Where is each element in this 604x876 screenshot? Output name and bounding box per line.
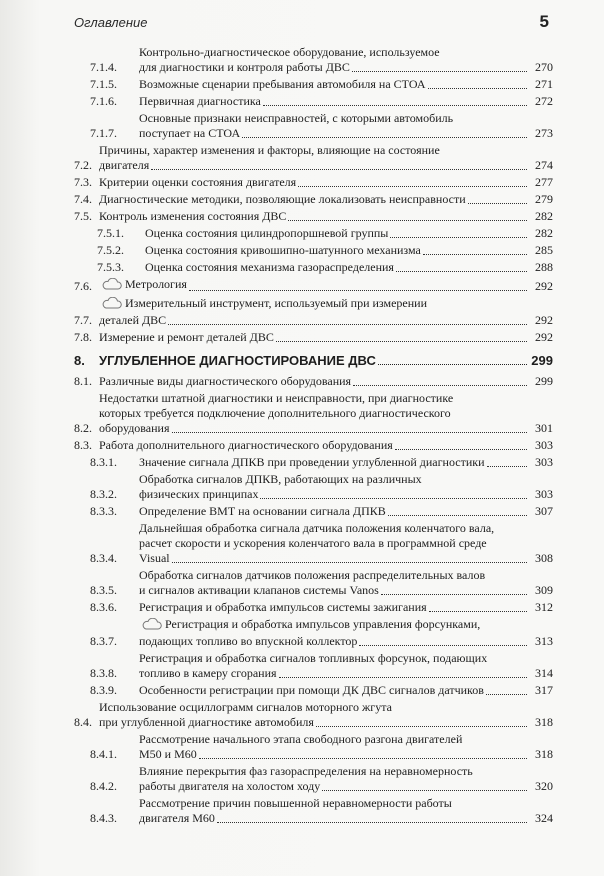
dot-leader bbox=[279, 677, 527, 678]
dot-leader bbox=[486, 694, 527, 695]
toc-entry-title: Диагностические методики, позволяющие локализовать неисправности bbox=[99, 192, 466, 206]
toc-entry-number: 7.1.6. bbox=[90, 94, 117, 108]
toc-entry-title: Критерии оценки состояния двигателя bbox=[99, 175, 297, 189]
toc-entry-title: М50 и М60 bbox=[139, 747, 197, 761]
dot-leader bbox=[263, 105, 527, 106]
cloud-icon bbox=[102, 297, 122, 313]
toc-entry-title: Рассмотрение начального этапа свободного разгона двигателей bbox=[139, 732, 463, 746]
toc-page-number: 292 bbox=[535, 330, 553, 344]
toc-entry-title: двигателя bbox=[99, 158, 150, 172]
dot-leader bbox=[242, 137, 527, 138]
toc-entry bbox=[74, 455, 553, 470]
dot-leader bbox=[378, 364, 527, 365]
toc-entry-number: 7.5.3. bbox=[97, 260, 124, 274]
toc-entry-title: Влияние перекрытия фаз газораспределения на неравномерность bbox=[139, 764, 473, 778]
toc-page-number: 313 bbox=[535, 634, 553, 648]
toc-page-number: 299 bbox=[535, 374, 553, 388]
toc-entry-number: 7.6. bbox=[74, 279, 92, 293]
toc-page-number: 285 bbox=[535, 243, 553, 257]
toc-page-number: 309 bbox=[535, 583, 553, 597]
toc-entry-title: Первичная диагностика bbox=[139, 94, 261, 108]
dot-leader bbox=[288, 220, 527, 221]
dot-leader bbox=[396, 271, 527, 272]
toc-entry-title: Контроль изменения состояния ДВС bbox=[99, 209, 287, 223]
toc-page-number: 324 bbox=[535, 811, 553, 825]
toc-entry-title: поступает на СТОА bbox=[139, 126, 241, 140]
toc-entry-title: для диагностики и контроля работы ДВС bbox=[139, 60, 350, 74]
toc-entry-title: Рассмотрение причин повышенной неравномерности работы bbox=[139, 796, 452, 810]
toc-page-number: 274 bbox=[535, 158, 553, 172]
toc-entry-title: Возможные сценарии пребывания автомобиля на СТОА bbox=[139, 77, 426, 91]
dot-leader bbox=[276, 341, 527, 342]
toc-entry-number: 8.3.8. bbox=[90, 666, 117, 680]
toc-entry bbox=[74, 504, 553, 519]
toc-entry-title: Измерение и ремонт деталей ДВС bbox=[99, 330, 274, 344]
cloud-icon bbox=[142, 618, 162, 634]
toc-entry-title: и сигналов активации клапанов системы Vanos bbox=[139, 583, 379, 597]
toc-entry-title: Оценка состояния механизма газораспределения bbox=[145, 260, 394, 274]
toc-page-number: 318 bbox=[535, 747, 553, 761]
toc-entry bbox=[74, 391, 553, 436]
toc-entry-title: Обработка сигналов ДПКВ, работающих на различных bbox=[139, 472, 422, 486]
dot-leader bbox=[428, 88, 527, 89]
toc-entry-number: 8.3.9. bbox=[90, 683, 117, 697]
toc-entry-number: 7.1.7. bbox=[90, 126, 117, 140]
toc-entry-title: топливо в камеру сгорания bbox=[139, 666, 277, 680]
toc-entry-number: 7.3. bbox=[74, 175, 92, 189]
toc-entry bbox=[74, 617, 553, 649]
toc-entry bbox=[74, 77, 553, 92]
toc-page-number: 270 bbox=[535, 60, 553, 74]
toc-chapter bbox=[74, 353, 553, 368]
cloud-icon bbox=[102, 278, 122, 294]
toc-page-number: 282 bbox=[535, 226, 553, 240]
toc-entry-title: Измерительный инструмент, используемый при измерении bbox=[125, 296, 427, 310]
dot-leader bbox=[151, 169, 527, 170]
toc-entry bbox=[74, 374, 553, 389]
toc-entry bbox=[74, 94, 553, 109]
toc-entry-number: 7.8. bbox=[74, 330, 92, 344]
toc-entry bbox=[74, 732, 553, 762]
toc-entry bbox=[74, 330, 553, 345]
toc-entry-title: Использование осциллограмм сигналов моторного жгута bbox=[99, 700, 392, 714]
toc-entry bbox=[74, 651, 553, 681]
toc-entry-title: расчет скорости и ускорения коленчатого вала в программной среде bbox=[139, 536, 487, 550]
toc-entry-title: Регистрация и обработка сигналов топливных форсунок, подающих bbox=[139, 651, 488, 665]
toc-entry-title: Недостатки штатной диагностики и неисправности, при диагностике bbox=[99, 391, 454, 405]
toc-entry bbox=[74, 226, 553, 241]
toc-entry-title: деталей ДВС bbox=[99, 313, 167, 327]
toc-page-number: 292 bbox=[535, 279, 553, 293]
dot-leader bbox=[172, 562, 527, 563]
toc-entry bbox=[74, 296, 553, 328]
toc-entry-title: Регистрация и обработка импульсов системы зажигания bbox=[139, 600, 427, 614]
toc-entry-number: 8.3. bbox=[74, 438, 92, 452]
toc-entry-number: 8.3.5. bbox=[90, 583, 117, 597]
toc-page-number: 312 bbox=[535, 600, 553, 614]
toc-entry bbox=[74, 700, 553, 730]
toc-entry-number: 8.3.7. bbox=[90, 634, 117, 648]
toc-entry-title: физических принципах bbox=[139, 487, 259, 501]
toc-entry-title: при углубленной диагностике автомобиля bbox=[99, 715, 314, 729]
dot-leader bbox=[298, 186, 527, 187]
toc-page-number: 292 bbox=[535, 313, 553, 327]
toc-page-number: 282 bbox=[535, 209, 553, 223]
toc-entry-number: 7.5.2. bbox=[97, 243, 124, 257]
toc-entry-number: 7.5. bbox=[74, 209, 92, 223]
toc-entry-number: 8.4.1. bbox=[90, 747, 117, 761]
toc-entry-title: которых требуется подключение дополнительного диагностического bbox=[99, 406, 451, 420]
toc-entry bbox=[74, 438, 553, 453]
toc-entry-number: 8.3.2. bbox=[90, 487, 117, 501]
toc-entry-number: 8.3.4. bbox=[90, 551, 117, 565]
toc-entry-title: Контрольно-диагностическое оборудование, используемое bbox=[139, 45, 440, 59]
toc-entry-title: Регистрация и обработка импульсов управления форсунками, bbox=[165, 617, 481, 631]
toc-entry-title: Visual bbox=[139, 551, 170, 565]
toc-page-number: 303 bbox=[535, 487, 553, 501]
toc-page-number: 301 bbox=[535, 421, 553, 435]
toc-entry bbox=[74, 209, 553, 224]
toc-entry-number: 8.4.2. bbox=[90, 779, 117, 793]
toc-entry-title: Метрология bbox=[125, 277, 187, 291]
toc-entry-number: 8. bbox=[74, 353, 85, 368]
dot-leader bbox=[316, 726, 527, 727]
toc-entry-number: 7.1.5. bbox=[90, 77, 117, 91]
toc-entry-title: Причины, характер изменения и факторы, влияющие на состояние bbox=[99, 143, 440, 157]
dot-leader bbox=[359, 645, 527, 646]
toc-page-number: 318 bbox=[535, 715, 553, 729]
dot-leader bbox=[352, 71, 527, 72]
toc-entry-title: Оценка состояния цилиндропоршневой группы bbox=[145, 226, 389, 240]
dot-leader bbox=[429, 611, 527, 612]
dot-leader bbox=[217, 822, 527, 823]
toc-page-number: 317 bbox=[535, 683, 553, 697]
toc-entry bbox=[74, 45, 553, 75]
toc-entry bbox=[74, 521, 553, 566]
toc-entry-number: 7.7. bbox=[74, 313, 92, 327]
toc-page-number: 279 bbox=[535, 192, 553, 206]
toc-page-number: 271 bbox=[535, 77, 553, 91]
toc-entry-number: 7.2. bbox=[74, 158, 92, 172]
dot-leader bbox=[395, 449, 527, 450]
dot-leader bbox=[172, 432, 528, 433]
toc-entry-number: 8.3.1. bbox=[90, 455, 117, 469]
toc-entry-title: работы двигателя на холостом ходу bbox=[139, 779, 321, 793]
toc-entry-title: двигателя М60 bbox=[139, 811, 215, 825]
toc-page-number: 307 bbox=[535, 504, 553, 518]
toc-entry bbox=[74, 143, 553, 173]
toc-page-number: 277 bbox=[535, 175, 553, 189]
toc-entry bbox=[74, 472, 553, 502]
dot-leader bbox=[260, 498, 527, 499]
toc-entry-title: Обработка сигналов датчиков положения распределительных валов bbox=[139, 568, 486, 582]
dot-leader bbox=[388, 515, 527, 516]
dot-leader bbox=[487, 466, 527, 467]
toc-page-number: 288 bbox=[535, 260, 553, 274]
toc-entry bbox=[74, 600, 553, 615]
toc-page-number: 272 bbox=[535, 94, 553, 108]
toc-entry-title: Основные признаки неисправностей, с которыми автомобиль bbox=[139, 111, 454, 125]
toc-entry bbox=[74, 683, 553, 698]
toc-entry bbox=[74, 277, 553, 294]
toc-entry-number: 8.3.3. bbox=[90, 504, 117, 518]
toc-page-number: 303 bbox=[535, 438, 553, 452]
dot-leader bbox=[390, 237, 527, 238]
dot-leader bbox=[381, 594, 527, 595]
toc-page-number: 299 bbox=[531, 353, 553, 368]
table-of-contents bbox=[74, 45, 553, 828]
toc-entry-title: подающих топливо во впускной коллектор bbox=[139, 634, 358, 648]
toc-entry-number: 8.3.6. bbox=[90, 600, 117, 614]
toc-entry bbox=[74, 764, 553, 794]
toc-entry-number: 7.5.1. bbox=[97, 226, 124, 240]
toc-page-number: 314 bbox=[535, 666, 553, 680]
toc-entry-title: Различные виды диагностического оборудования bbox=[99, 374, 352, 388]
dot-leader bbox=[199, 758, 527, 759]
toc-entry-title: УГЛУБЛЕННОЕ ДИАГНОСТИРОВАНИЕ ДВС bbox=[99, 353, 376, 368]
toc-entry-number: 8.4. bbox=[74, 715, 92, 729]
toc-entry bbox=[74, 192, 553, 207]
toc-entry-number: 8.1. bbox=[74, 374, 92, 388]
page-header bbox=[74, 12, 549, 37]
dot-leader bbox=[168, 324, 527, 325]
dot-leader bbox=[189, 290, 527, 291]
toc-entry bbox=[74, 243, 553, 258]
toc-entry-title: Особенности регистрации при помощи ДК ДВС сигналов датчиков bbox=[139, 683, 484, 697]
toc-page-number: 303 bbox=[535, 455, 553, 469]
toc-entry-title: Определение ВМТ на основании сигнала ДПКВ bbox=[139, 504, 386, 518]
toc-entry-number: 8.2. bbox=[74, 421, 92, 435]
toc-entry bbox=[74, 175, 553, 190]
running-title: Оглавление bbox=[74, 15, 148, 30]
toc-entry-title: Работа дополнительного диагностического оборудования bbox=[99, 438, 393, 452]
dot-leader bbox=[353, 385, 527, 386]
toc-entry bbox=[74, 568, 553, 598]
dot-leader bbox=[322, 790, 527, 791]
dot-leader bbox=[468, 203, 527, 204]
toc-page-number: 320 bbox=[535, 779, 553, 793]
toc-page-number: 308 bbox=[535, 551, 553, 565]
toc-entry bbox=[74, 796, 553, 826]
toc-entry-number: 8.4.3. bbox=[90, 811, 117, 825]
toc-entry-title: оборудования bbox=[99, 421, 170, 435]
toc-entry-title: Дальнейшая обработка сигнала датчика положения коленчатого вала, bbox=[139, 521, 495, 535]
toc-entry-title: Значение сигнала ДПКВ при проведении углубленной диагностики bbox=[139, 455, 485, 469]
toc-page-number: 273 bbox=[535, 126, 553, 140]
toc-entry-number: 7.4. bbox=[74, 192, 92, 206]
toc-entry bbox=[74, 260, 553, 275]
toc-entry-number: 7.1.4. bbox=[90, 60, 117, 74]
toc-entry-title: Оценка состояния кривошипно-шатунного механизма bbox=[145, 243, 421, 257]
toc-entry bbox=[74, 111, 553, 141]
dot-leader bbox=[423, 254, 527, 255]
page-number: 5 bbox=[539, 12, 549, 31]
